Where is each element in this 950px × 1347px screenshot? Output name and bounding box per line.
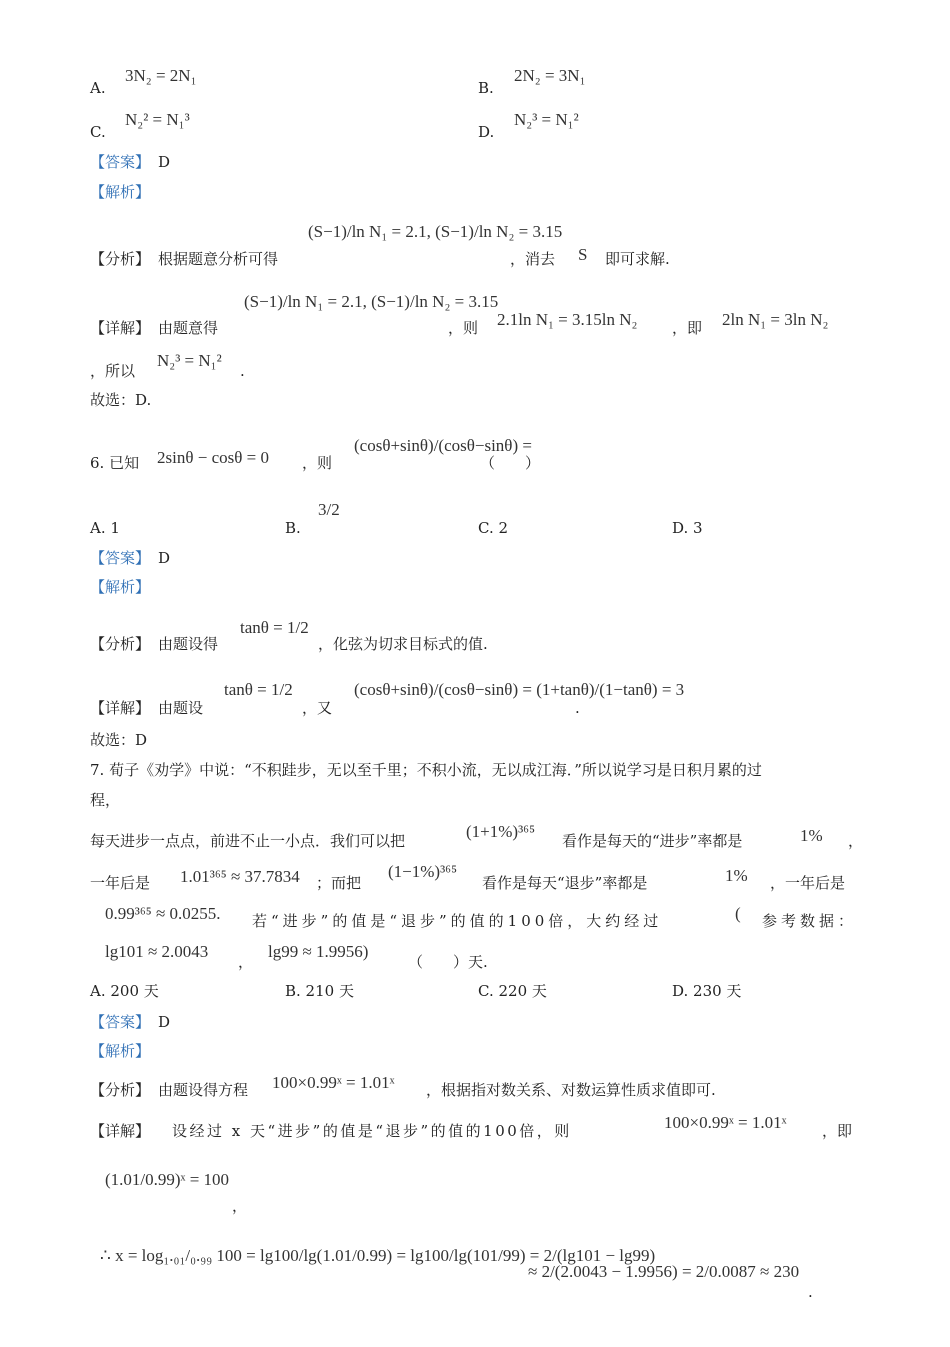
q5-option-d-label: D. — [478, 123, 495, 141]
q7-line5-b: 参考数据： — [762, 912, 858, 930]
q6-stem-fraction: (cosθ+sinθ)/(cosθ−sinθ) = — [354, 436, 532, 455]
q5-answer: D — [158, 153, 171, 171]
q6-answer-tag: 【答案】 — [90, 549, 151, 567]
q7-fenxi-end: ，根据指对数关系、对数运算性质求值即可. — [426, 1081, 716, 1099]
q7-ratio-formula: (1.01/0.99)ˣ = 100 — [105, 1170, 230, 1189]
q7-line5-formula: 0.99³⁶⁵ ≈ 0.0255. — [105, 904, 221, 923]
q7-line6-end: （ ）天. — [408, 953, 488, 971]
q5-fenxi-s: S — [578, 245, 588, 264]
q5-xiangjie-text: 由题意得 — [158, 319, 219, 337]
q7-line3-b: 看作是每天的“进步”率都是 — [562, 832, 743, 850]
q7-xiangjie-text: 设经过 x 天“进步”的值是“退步”的值的100倍，则 — [172, 1122, 572, 1140]
q6-option-c: C. 2 — [478, 519, 509, 537]
q6-fenxi-text: 由题设得 — [158, 635, 219, 653]
q5-option-c-label: C. — [90, 123, 106, 141]
q7-line3-formula: (1+1%)³⁶⁵ — [466, 822, 536, 841]
q6-option-b: B. — [285, 519, 301, 537]
q5-xiangjie-formula2: 2.1ln N₁ = 3.15ln N₂ — [497, 310, 638, 329]
q6-analysis-tag: 【解析】 — [90, 578, 151, 596]
q7-line4-pct: 1% — [725, 866, 748, 885]
q5-suoyi: ，所以 — [90, 362, 136, 380]
q7-fenxi-tag: 【分析】 — [90, 1081, 151, 1099]
q5-option-d-formula: N₂³ = N₁² — [514, 110, 579, 129]
q7-line4-b: ；而把 — [316, 874, 362, 892]
q7-xiangjie-formula: 100×0.99ˣ = 1.01ˣ — [664, 1113, 787, 1132]
q7-line4-formula2: (1−1%)³⁶⁵ — [388, 862, 458, 881]
q5-fenxi-end: 即可求解. — [605, 250, 670, 268]
q7-option-b: B. 210 天 — [285, 982, 354, 1000]
q6-fenxi-tag: 【分析】 — [90, 635, 151, 653]
q7-option-c: C. 220 天 — [478, 982, 547, 1000]
q5-option-a-label: A. — [90, 79, 106, 97]
q7-stem-line2: 程， — [90, 791, 121, 809]
q5-xiangjie-ze: ，则 — [448, 319, 479, 337]
q6-stem-ze: ，则 — [302, 454, 333, 472]
q5-guxuan: 故选：D. — [90, 391, 152, 409]
q6-option-d: D. 3 — [672, 519, 703, 537]
q5-analysis-tag: 【解析】 — [90, 183, 151, 201]
q5-xiangjie-tag: 【详解】 — [90, 319, 151, 337]
q7-option-a: A. 200 天 — [90, 982, 159, 1000]
q6-stem-start: 6. 已知 — [90, 454, 140, 472]
q6-stem-paren: （ ） — [480, 454, 541, 472]
q7-stem-line1: 7. 荀子《劝学》中说：“不积跬步，无以至千里；不积小流，无以成江海．”所以说学习是日积月累的过 — [90, 761, 762, 779]
q5-fenxi-tag: 【分析】 — [90, 250, 151, 268]
q5-answer-tag: 【答案】 — [90, 153, 151, 171]
q5-option-b-formula: 2N₂ = 3N₁ — [514, 66, 586, 85]
q7-final-formula1: ∴ x = log₁.₀₁/₀.₉₉ 100 = lg100/lg(1.01/0.99) = lg100/lg(101/99) = 2/(lg101 − lg99) — [100, 1246, 656, 1265]
q6-period: . — [575, 699, 580, 717]
q5-option-b-label: B. — [478, 79, 494, 97]
q5-fenxi-formula: (S−1)/ln N₁ = 2.1, (S−1)/ln N₂ = 3.15 — [308, 222, 563, 241]
q7-answer: D — [158, 1013, 171, 1031]
q7-line6-f2: lg99 ≈ 1.9956) — [268, 942, 369, 961]
q7-line3-end: ， — [848, 832, 864, 850]
q6-answer: D — [158, 549, 171, 567]
q5-suoyi-formula: N₂³ = N₁² — [157, 351, 222, 370]
q6-xiangjie-text: 由题设 — [158, 699, 204, 717]
q6-guxuan: 故选：D — [90, 731, 148, 749]
q5-fenxi-text: 根据题意分析可得 — [158, 250, 279, 268]
q5-xiangjie-ji: ，即 — [672, 319, 703, 337]
q7-line3-pct: 1% — [800, 826, 823, 845]
q7-line4-a: 一年后是 — [90, 874, 151, 892]
q7-xiangjie-ji: ，即 — [822, 1122, 853, 1140]
q5-fenxi-mid: ，消去 — [510, 250, 556, 268]
q6-fenxi-formula: tanθ = 1/2 — [240, 618, 309, 637]
q7-option-d: D. 230 天 — [672, 982, 742, 1000]
q7-line4-d: ，一年后是 — [770, 874, 846, 892]
q7-answer-tag: 【答案】 — [90, 1013, 151, 1031]
q6-fenxi-end: ，化弦为切求目标式的值. — [318, 635, 488, 653]
q7-line6-comma: ， — [238, 953, 254, 971]
q6-xiangjie-formula2: (cosθ+sinθ)/(cosθ−sinθ) = (1+tanθ)/(1−tanθ) = 3 — [354, 680, 685, 699]
q7-comma: ， — [232, 1197, 248, 1215]
q7-line5-a: 若“进步”的值是“退步”的值的100倍，大约经过 — [252, 912, 663, 930]
q6-stem-formula: 2sinθ − cosθ = 0 — [157, 448, 269, 467]
q6-xiangjie-tag: 【详解】 — [90, 699, 151, 717]
q6-xiangjie-formula1: tanθ = 1/2 — [224, 680, 293, 699]
q7-line6-f1: lg101 ≈ 2.0043 — [105, 942, 209, 961]
q5-xiangjie-formula1: (S−1)/ln N₁ = 2.1, (S−1)/ln N₂ = 3.15 — [244, 292, 499, 311]
q7-fenxi-formula: 100×0.99ˣ = 1.01ˣ — [272, 1073, 395, 1092]
q6-option-b-value: 3/2 — [318, 500, 340, 519]
q7-line4-c: 看作是每天“退步”率都是 — [482, 874, 648, 892]
q7-final-formula2: ≈ 2/(2.0043 − 1.9956) = 2/0.0087 ≈ 230 — [528, 1262, 800, 1281]
q7-line4-formula: 1.01³⁶⁵ ≈ 37.7834 — [180, 867, 300, 886]
q5-period: . — [240, 362, 245, 380]
q7-xiangjie-tag: 【详解】 — [90, 1122, 151, 1140]
q7-analysis-tag: 【解析】 — [90, 1042, 151, 1060]
q7-line5-paren: ( — [735, 904, 741, 923]
q7-final-period: . — [808, 1283, 813, 1301]
q7-fenxi-text: 由题设得方程 — [158, 1081, 249, 1099]
q6-xiangjie-you: ，又 — [302, 699, 333, 717]
q5-option-c-formula: N₂² = N₁³ — [125, 110, 190, 129]
q5-option-a-formula: 3N₂ = 2N₁ — [125, 66, 197, 85]
q7-line3-a: 每天进步一点点，前进不止一小点．我们可以把 — [90, 832, 406, 850]
q5-xiangjie-formula3: 2ln N₁ = 3ln N₂ — [722, 310, 829, 329]
q6-option-a: A. 1 — [90, 519, 120, 537]
